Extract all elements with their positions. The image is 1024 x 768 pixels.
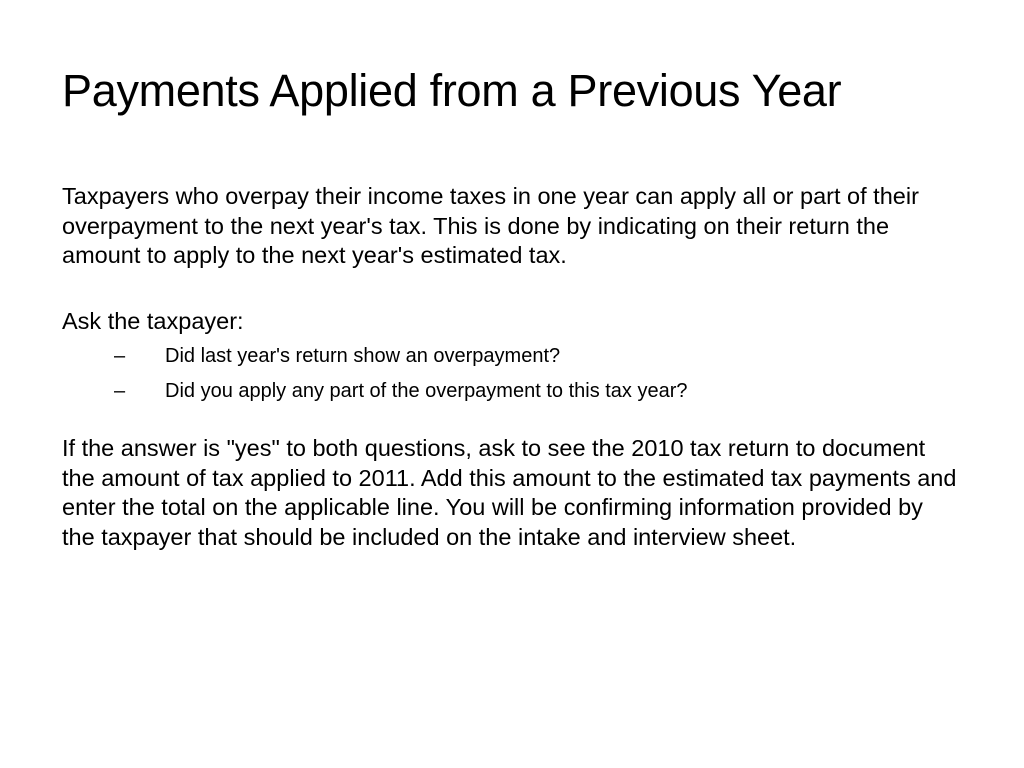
question-text: Did last year's return show an overpayment? xyxy=(165,345,561,367)
slide-body xyxy=(62,182,962,552)
instructions-paragraph: If the answer is "yes" to both questions, ask to see the 2010 tax return to document the amount of tax applied to 2011. Add this amount to the estimated tax payments and enter the total on the applicable line. You will be confirming information provided by the taxpayer that should be included on the intake and interview sheet. xyxy=(62,435,957,550)
dash-bullet-icon: – xyxy=(114,345,126,367)
slide-title: Payments Applied from a Previous Year xyxy=(62,65,842,116)
question-list xyxy=(62,343,962,404)
intro-paragraph: Taxpayers who overpay their income taxes in one year can apply all or part of their overpayment to the next year's tax. This is done by indicating on their return the amount to apply to the next year's estimated tax. xyxy=(62,183,919,268)
list-item xyxy=(62,378,962,404)
dash-bullet-icon: – xyxy=(114,380,126,402)
list-item xyxy=(62,343,962,369)
ask-taxpayer-heading: Ask the taxpayer: xyxy=(62,307,244,334)
question-text: Did you apply any part of the overpayment to this tax year? xyxy=(165,380,688,402)
